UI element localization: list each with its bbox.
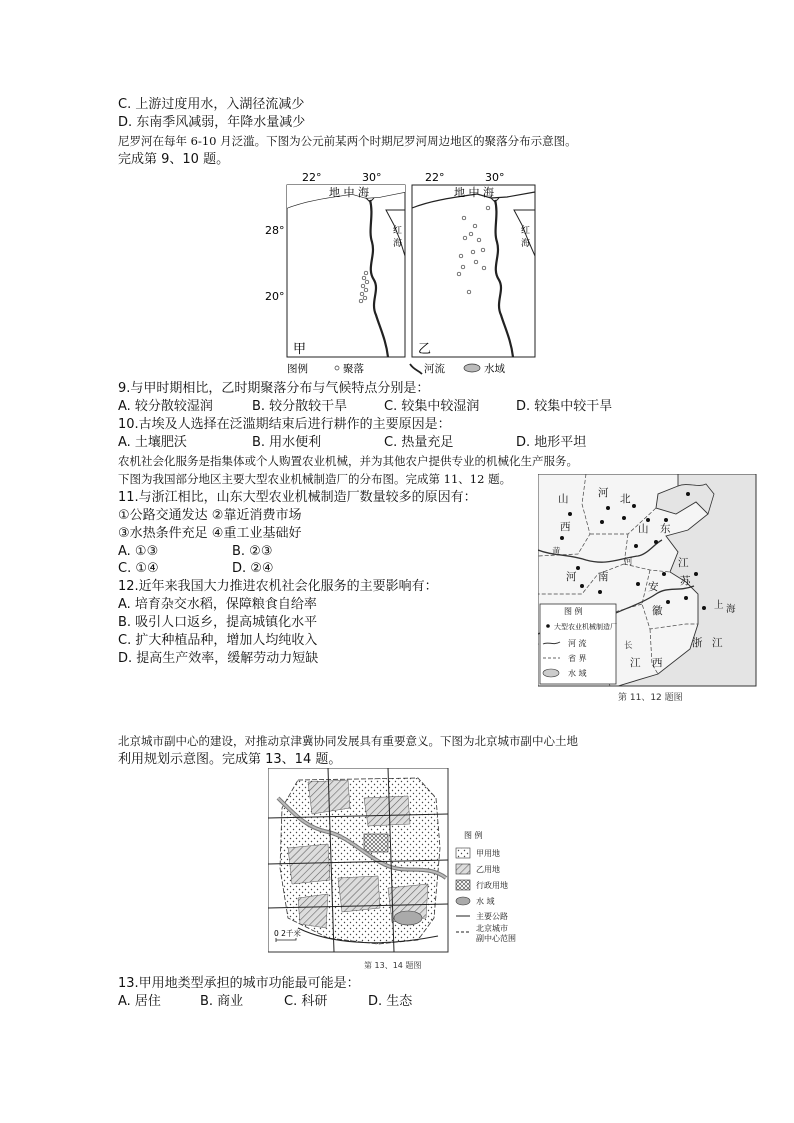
q13-option-a: A. 居住 (118, 994, 161, 1009)
scale-label: 0 2千米 (274, 929, 301, 938)
lon-30-b: 30° (485, 171, 505, 184)
legend-admin-icon (456, 880, 470, 890)
q12-option-d: D. 提高生产效率，缓解劳动力短缺 (118, 651, 319, 666)
factory-legend-river: 河 流 (568, 639, 587, 648)
beijing-subcenter-map (268, 768, 528, 976)
q13-option-d: D. 生态 (368, 994, 413, 1009)
panel-a-frame (287, 185, 405, 357)
q13-option-b: B. 商业 (200, 994, 244, 1009)
intro-13-14-line1: 北京城市副中心的建设，对推动京津冀协同发展具有重要意义。下图为北京城市副中心土地 (118, 734, 578, 748)
prov-anhui-1: 安 (648, 581, 659, 593)
lon-22-a: 22° (302, 171, 322, 184)
legend-water-icon (464, 364, 480, 372)
bj-legend-road: 主要公路 (476, 912, 508, 921)
bj-legend-water: 水 域 (476, 897, 495, 906)
intro-9-10-line1: 尼罗河在每年 6-10 月泛滥。下图为公元前某两个时期尼罗河周边地区的聚落分布示意图。 (118, 134, 577, 148)
legend-water-icon-bj (456, 897, 470, 905)
prov-shandong-2: 东 (660, 523, 671, 535)
prov-shanxi-2: 西 (560, 521, 571, 533)
prov-shanxi-1: 山 (558, 493, 569, 505)
panel-b-frame (412, 185, 535, 357)
red-sea-a-2: 海 (393, 239, 403, 249)
q12-stem: 12.近年来我国大力推进农机社会化服务的主要影响有： (118, 579, 438, 594)
prov-hebei-1: 河 (598, 487, 609, 499)
option-c-prev: C. 上游过度用水，入湖径流减少 (118, 97, 305, 112)
lat-28: 28° (265, 224, 285, 237)
legend-river-icon (410, 364, 422, 374)
legend-yi-icon (456, 864, 470, 874)
q9-stem: 9.与甲时期相比，乙时期聚落分布与气候特点分别是： (118, 381, 430, 396)
q9-option-c: C. 较集中较湿润 (384, 399, 480, 414)
bj-legend-title: 图 例 (464, 831, 483, 840)
prov-shandong-1: 山 (638, 523, 649, 535)
prov-henan-1: 河 (566, 571, 577, 583)
factory-legend-factory: 大型农业机械制造厂 (554, 623, 617, 631)
bj-legend-yi: 乙用地 (476, 865, 500, 874)
q13-stem: 13.甲用地类型承担的城市功能最可能是： (118, 976, 360, 991)
legend-factory-icon (546, 624, 550, 628)
q11-option-b: B. ②③ (232, 544, 273, 559)
sea-label-a: 地 中 海 (329, 186, 369, 199)
nile-settlement-map (262, 170, 552, 378)
prov-jiangsu-1: 江 (678, 557, 689, 569)
prov-zhejiang-1: 浙 (692, 637, 703, 649)
intro-11-12-line2: 下图为我国部分地区主要大型农业机械制造厂的分布图。完成第 11、12 题。 (118, 472, 512, 486)
bj-legend-range2: 副中心范围 (476, 934, 516, 943)
prov-henan-2: 南 (598, 571, 609, 583)
q11-option-a: A. ①③ (118, 544, 159, 559)
prov-jiangxi-1: 江 (630, 657, 641, 669)
q10-stem: 10.古埃及人选择在泛滥期结束后进行耕作的主要原因是： (118, 417, 451, 432)
prov-shanghai-1: 上 (714, 600, 724, 611)
river-label-chang: 长 (624, 641, 633, 651)
prov-jiangxi-2: 西 (652, 657, 663, 669)
bj-legend-admin: 行政用地 (476, 881, 508, 890)
legend-water-area-icon (543, 669, 559, 677)
prov-jiangsu-2: 苏 (680, 575, 691, 587)
q11-option-c: C. ①④ (118, 561, 159, 576)
legend-river: 河流 (424, 363, 445, 375)
q10-option-a: A. 土壤肥沃 (118, 435, 187, 450)
q11-items-row2: ③水热条件充足 ④重工业基础好 (118, 526, 302, 541)
red-sea-b-2: 海 (521, 239, 531, 249)
bj-legend-jia: 甲用地 (476, 849, 500, 858)
factory-legend-water: 水 域 (568, 669, 587, 678)
q11-option-d: D. ②④ (232, 561, 274, 576)
prov-zhejiang-2: 江 (712, 637, 723, 649)
bj-legend-range1: 北京城市 (476, 924, 508, 933)
q10-option-c: C. 热量充足 (384, 435, 454, 450)
q10-option-b: B. 用水便利 (252, 435, 322, 450)
legend-settlement: 聚落 (343, 363, 364, 375)
legend-water: 水域 (484, 363, 505, 375)
legend-settlement-icon (335, 366, 339, 370)
q12-option-b: B. 吸引人口返乡，提高城镇化水平 (118, 615, 318, 630)
lon-30-a: 30° (362, 171, 382, 184)
sea-label-b: 地 中 海 (454, 186, 494, 199)
panel-b-label: 乙 (418, 342, 432, 357)
q9-option-b: B. 较分散较干旱 (252, 399, 348, 414)
factory-map-caption: 第 11、12 题图 (618, 693, 683, 703)
river-label-he: 河 (624, 557, 633, 567)
intro-13-14-line2: 利用规划示意图。完成第 13、14 题。 (118, 752, 342, 767)
q9-option-a: A. 较分散较湿润 (118, 399, 213, 414)
lon-22-b: 22° (425, 171, 445, 184)
option-d-prev: D. 东南季风减弱，年降水量减少 (118, 115, 306, 130)
factory-legend-title: 图 例 (564, 607, 583, 616)
red-sea-b-1: 红 (521, 226, 531, 236)
q12-option-c: C. 扩大种植品种，增加人均纯收入 (118, 633, 318, 648)
prov-shanghai-2: 海 (726, 604, 736, 615)
prov-anhui-2: 徽 (652, 605, 663, 617)
q13-option-c: C. 科研 (284, 994, 328, 1009)
q12-option-a: A. 培育杂交水稻，保障粮食自给率 (118, 597, 317, 612)
intro-9-10-line2: 完成第 9、10 题。 (118, 152, 230, 167)
legend-jia-icon (456, 848, 470, 858)
q11-stem: 11.与浙江相比，山东大型农业机械制造厂数量较多的原因有： (118, 490, 477, 505)
q10-option-d: D. 地形平坦 (516, 435, 587, 450)
lat-20: 20° (265, 290, 285, 303)
factory-distribution-map (538, 474, 758, 706)
legend-title: 图例 (287, 363, 308, 375)
intro-11-12-line1: 农机社会化服务是指集体或个人购置农业机械，并为其他农户提供专业的机械化生产服务。 (118, 454, 578, 468)
q9-option-d: D. 较集中较干旱 (516, 399, 613, 414)
red-sea-a-1: 红 (393, 226, 403, 236)
panel-a-label: 甲 (293, 342, 307, 357)
river-label-huang: 黄 (552, 547, 561, 557)
q11-items-row1: ①公路交通发达 ②靠近消费市场 (118, 508, 302, 523)
prov-hebei-2: 北 (620, 493, 631, 505)
factory-legend-boundary: 省 界 (568, 654, 587, 663)
bj-map-caption: 第 13、14 题图 (364, 961, 422, 970)
